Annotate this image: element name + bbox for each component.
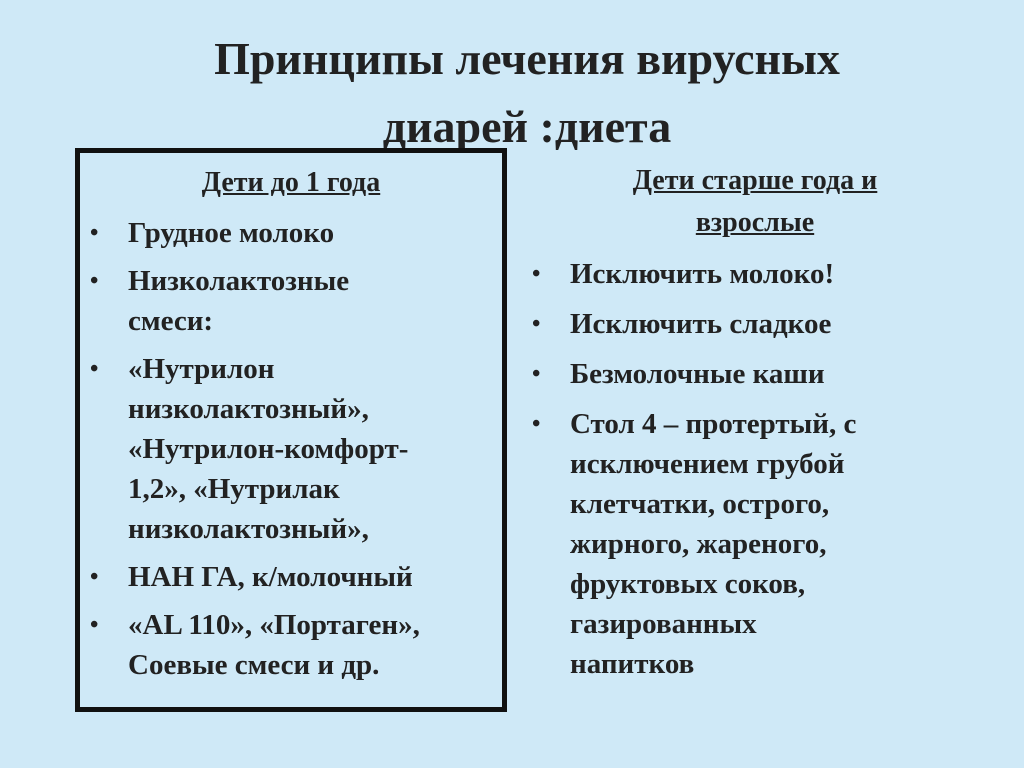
list-item-text: НАН ГА, к/молочный <box>128 561 413 593</box>
list-item <box>520 254 990 294</box>
list-item <box>80 213 502 253</box>
right-column <box>520 160 990 694</box>
bullet-icon: • <box>90 268 99 294</box>
bullet-icon: • <box>90 564 99 590</box>
list-item <box>80 349 502 549</box>
slide-title-line-2: диарей :диета <box>382 101 672 152</box>
slide-title-line-1: Принципы лечения вирусных <box>214 33 840 84</box>
list-item-text: Безмолочные каши <box>570 358 825 390</box>
left-column-heading: Дети до 1 года <box>201 167 381 198</box>
list-item-text: Исключить молоко! <box>570 258 835 290</box>
bullet-icon: • <box>90 356 99 382</box>
bullet-icon: • <box>532 411 541 437</box>
left-column-box <box>75 148 507 712</box>
bullet-icon: • <box>90 612 99 638</box>
bullet-icon: • <box>532 261 541 287</box>
list-item <box>520 354 990 394</box>
list-item-text: Исключить сладкое <box>570 308 832 340</box>
left-column-list <box>80 213 502 685</box>
bullet-icon: • <box>532 311 541 337</box>
list-item-text: «Нутрилон низколактозный», «Нутрилон-комфорт- 1,2», «Нутрилак низколактозный», <box>128 353 409 545</box>
list-item-text: «AL 110», «Портаген», Соевые смеси и др. <box>128 609 420 681</box>
right-column-heading: Дети старше года и взрослые <box>632 165 878 238</box>
bullet-icon: • <box>90 220 99 246</box>
list-item-text: Стол 4 – протертый, с исключением грубой клетчатки, острого, жирного, жареного, фруктовых соков, газированных напитков <box>570 408 857 680</box>
right-column-list <box>520 254 990 684</box>
list-item <box>520 304 990 344</box>
list-item <box>80 557 502 597</box>
list-item <box>80 261 502 341</box>
list-item <box>520 404 990 684</box>
list-item <box>80 605 502 685</box>
list-item-text: Грудное молоко <box>128 217 335 249</box>
bullet-icon: • <box>532 361 541 387</box>
list-item-text: Низколактозные смеси: <box>128 265 350 337</box>
